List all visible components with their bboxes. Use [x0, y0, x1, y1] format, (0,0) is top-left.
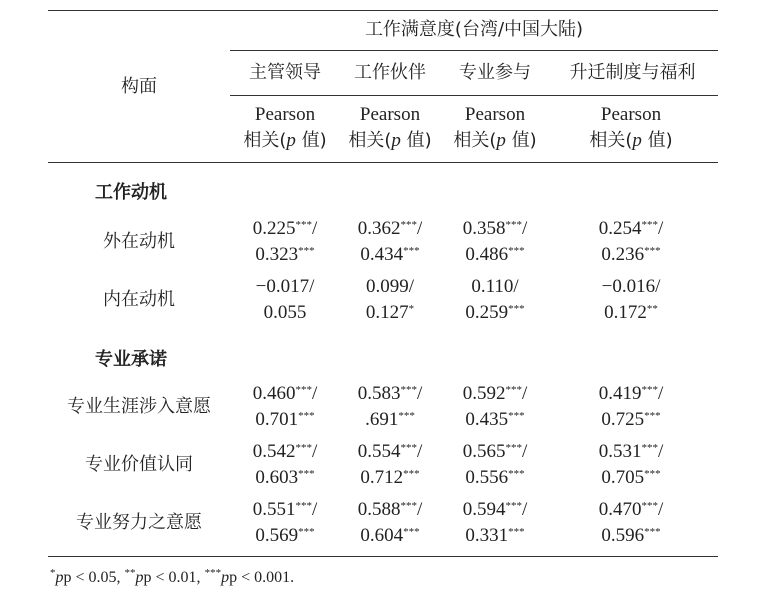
value-cell — [234, 381, 336, 433]
value-line-mainland — [444, 242, 546, 268]
value-line-taiwan: 0.254***/ — [598, 218, 664, 239]
stat-line1: Pearson — [600, 104, 662, 125]
value-cell — [234, 497, 336, 549]
header-bottom-rule — [48, 162, 718, 163]
significance-taiwan: *** — [505, 219, 522, 231]
stat-p: p — [391, 130, 401, 151]
value-cell — [339, 497, 441, 549]
significance-mainland: *** — [644, 526, 661, 538]
significance-taiwan: *** — [400, 500, 417, 512]
value-cell — [444, 381, 546, 433]
footnote-text-2: p < 0.01, — [143, 569, 205, 586]
value-line-taiwan: 0.362***/ — [357, 218, 423, 239]
column-header-promotion: 升迁制度与福利 — [569, 62, 696, 83]
value-taiwan: 0.588 — [357, 499, 401, 520]
value-line-mainland — [339, 523, 441, 549]
value-cell — [339, 381, 441, 433]
significance-mainland: *** — [644, 468, 661, 480]
significance-mainland: *** — [644, 245, 661, 257]
value-line-taiwan: 0.470***/ — [598, 499, 664, 520]
value-line-taiwan: 0.099/ — [365, 276, 415, 297]
significance-taiwan: *** — [641, 500, 658, 512]
value-cell — [580, 274, 682, 326]
stat-p: p — [286, 130, 296, 151]
stat-p: p — [632, 130, 642, 151]
group-underline — [230, 50, 718, 51]
value-mainland: 0.603 — [255, 467, 299, 488]
column-header-underline — [230, 95, 718, 96]
stat-p: p — [496, 130, 506, 151]
significance-mainland: *** — [403, 245, 420, 257]
value-cell — [444, 216, 546, 268]
value-mainland: .691 — [365, 409, 399, 430]
value-taiwan: 0.358 — [462, 218, 506, 239]
stat-line1: Pearson — [254, 104, 316, 125]
row-label: 专业价值认同 — [85, 454, 193, 475]
significance-mainland: *** — [298, 245, 315, 257]
value-line-taiwan: 0.551***/ — [252, 499, 318, 520]
significance-mainland: *** — [508, 526, 525, 538]
stat-header-3 — [444, 102, 546, 154]
footnote: *pp < 0.05, **pp < 0.01, ***pp < 0.001. — [50, 567, 295, 586]
value-cell — [444, 439, 546, 491]
significance-taiwan: *** — [295, 219, 312, 231]
value-taiwan: 0.583 — [357, 383, 401, 404]
value-mainland: 0.435 — [465, 409, 509, 430]
bottom-rule — [48, 556, 718, 557]
value-line-taiwan: 0.531***/ — [598, 441, 664, 462]
value-line-mainland — [444, 300, 546, 326]
value-taiwan: −0.016 — [601, 276, 656, 297]
value-line-taiwan: 0.110/ — [471, 276, 519, 297]
significance-taiwan: *** — [400, 384, 417, 396]
value-cell — [339, 439, 441, 491]
significance-mainland: *** — [398, 410, 415, 422]
value-mainland: 0.596 — [601, 525, 645, 546]
value-line-mainland — [580, 242, 682, 268]
stat-header-1 — [234, 102, 336, 154]
column-header-supervisor: 主管领导 — [249, 62, 321, 83]
value-taiwan: 0.542 — [252, 441, 296, 462]
value-mainland: 0.604 — [360, 525, 404, 546]
value-line-mainland — [580, 300, 682, 326]
value-taiwan: 0.225 — [252, 218, 296, 239]
value-line-mainland — [444, 407, 546, 433]
value-mainland: 0.556 — [465, 467, 509, 488]
value-taiwan: 0.460 — [252, 383, 296, 404]
value-mainland: 0.172 — [604, 302, 647, 323]
value-taiwan: 0.592 — [462, 383, 506, 404]
value-cell — [234, 439, 336, 491]
significance-taiwan: *** — [295, 384, 312, 396]
significance-taiwan: *** — [295, 442, 312, 454]
stat-pre: 相关( — [243, 130, 287, 151]
significance-mainland: *** — [508, 468, 525, 480]
value-line-mainland — [580, 465, 682, 491]
value-line-taiwan: 0.542***/ — [252, 441, 318, 462]
value-taiwan: −0.017 — [255, 276, 310, 297]
value-taiwan: 0.554 — [357, 441, 401, 462]
value-line-taiwan: 0.565***/ — [462, 441, 528, 462]
value-taiwan: 0.362 — [357, 218, 401, 239]
row-label: 专业努力之意愿 — [76, 512, 202, 533]
value-taiwan: 0.551 — [252, 499, 296, 520]
value-mainland: 0.236 — [601, 244, 645, 265]
stat-line1: Pearson — [359, 104, 421, 125]
value-mainland: 0.701 — [255, 409, 299, 430]
stat-post: 值) — [641, 130, 673, 151]
significance-mainland: ** — [646, 303, 658, 315]
stat-post: 值) — [400, 130, 432, 151]
significance-taiwan: *** — [505, 442, 522, 454]
value-cell — [580, 439, 682, 491]
value-line-taiwan: 0.583***/ — [357, 383, 423, 404]
stat-line2 — [580, 128, 682, 154]
section-title-work-motivation: 工作动机 — [95, 182, 167, 203]
significance-taiwan: *** — [400, 219, 417, 231]
value-line-taiwan: 0.225***/ — [252, 218, 318, 239]
value-cell — [339, 274, 441, 326]
value-line-mainland — [234, 407, 336, 433]
value-mainland: 0.127 — [365, 302, 409, 323]
value-line-mainland — [339, 465, 441, 491]
significance-taiwan: *** — [505, 500, 522, 512]
value-taiwan: 0.565 — [462, 441, 506, 462]
row-label: 内在动机 — [103, 289, 175, 310]
value-line-mainland — [444, 523, 546, 549]
row-header: 构面 — [121, 76, 157, 97]
value-taiwan: 0.419 — [598, 383, 642, 404]
value-line-mainland — [580, 407, 682, 433]
value-line-mainland — [339, 407, 441, 433]
value-mainland: 0.323 — [255, 244, 299, 265]
group-title: 工作满意度(台湾/中国大陆) — [364, 19, 584, 40]
significance-mainland: *** — [508, 303, 525, 315]
significance-mainland: * — [408, 303, 415, 315]
value-line-mainland — [234, 300, 336, 326]
value-mainland: 0.434 — [360, 244, 404, 265]
significance-mainland: *** — [403, 526, 420, 538]
stat-pre: 相关( — [589, 130, 633, 151]
value-cell — [234, 216, 336, 268]
value-line-taiwan: −0.017/ — [255, 276, 315, 297]
value-taiwan: 0.470 — [598, 499, 642, 520]
value-mainland: 0.569 — [255, 525, 299, 546]
value-cell — [444, 497, 546, 549]
significance-mainland: *** — [508, 410, 525, 422]
value-cell — [580, 381, 682, 433]
value-line-mainland — [234, 465, 336, 491]
value-line-mainland — [339, 300, 441, 326]
footnote-star-2: ** — [124, 567, 136, 579]
stat-post: 值) — [295, 130, 327, 151]
value-line-taiwan: 0.554***/ — [357, 441, 423, 462]
value-taiwan: 0.254 — [598, 218, 642, 239]
value-mainland: 0.055 — [263, 302, 307, 323]
row-label: 外在动机 — [103, 231, 175, 252]
value-line-taiwan: 0.358***/ — [462, 218, 528, 239]
column-header-participation: 专业参与 — [459, 62, 531, 83]
value-cell — [580, 216, 682, 268]
value-mainland: 0.331 — [465, 525, 509, 546]
significance-taiwan: *** — [295, 500, 312, 512]
row-label: 专业生涯涉入意愿 — [67, 396, 211, 417]
section-title-professional-commitment: 专业承诺 — [95, 349, 167, 370]
significance-mainland: *** — [403, 468, 420, 480]
stat-pre: 相关( — [453, 130, 497, 151]
footnote-text-1: p < 0.05, — [63, 569, 125, 586]
stat-post: 值) — [505, 130, 537, 151]
significance-taiwan: *** — [641, 442, 658, 454]
stat-header-4 — [580, 102, 682, 154]
value-line-mainland — [580, 523, 682, 549]
value-taiwan: 0.099 — [365, 276, 409, 297]
significance-taiwan: *** — [505, 384, 522, 396]
value-taiwan: 0.531 — [598, 441, 642, 462]
value-mainland: 0.712 — [360, 467, 404, 488]
significance-mainland: *** — [298, 526, 315, 538]
significance-mainland: *** — [644, 410, 661, 422]
value-line-taiwan: 0.594***/ — [462, 499, 528, 520]
value-mainland: 0.725 — [601, 409, 645, 430]
significance-mainland: *** — [508, 245, 525, 257]
significance-taiwan: *** — [641, 219, 658, 231]
significance-taiwan: *** — [400, 442, 417, 454]
value-cell — [234, 274, 336, 326]
value-line-taiwan: 0.460***/ — [252, 383, 318, 404]
stat-pre: 相关( — [348, 130, 392, 151]
value-mainland: 0.259 — [465, 302, 509, 323]
stat-line1: Pearson — [464, 104, 526, 125]
value-cell — [339, 216, 441, 268]
stat-line2 — [339, 128, 441, 154]
value-line-taiwan: 0.588***/ — [357, 499, 423, 520]
stat-line2 — [444, 128, 546, 154]
footnote-text-3: p < 0.001. — [229, 569, 295, 586]
stat-line2 — [234, 128, 336, 154]
value-taiwan: 0.594 — [462, 499, 506, 520]
footnote-star-3: *** — [204, 567, 222, 579]
significance-mainland: *** — [298, 468, 315, 480]
significance-taiwan: *** — [641, 384, 658, 396]
value-line-mainland — [339, 242, 441, 268]
top-rule — [48, 10, 718, 11]
value-line-mainland — [444, 465, 546, 491]
footnote-star-1: * — [50, 567, 56, 579]
significance-mainland: *** — [298, 410, 315, 422]
column-header-coworkers: 工作伙伴 — [354, 62, 426, 83]
value-taiwan: 0.110 — [471, 276, 514, 297]
value-line-mainland — [234, 523, 336, 549]
value-line-taiwan: −0.016/ — [601, 276, 661, 297]
value-cell — [444, 274, 546, 326]
value-line-taiwan: 0.592***/ — [462, 383, 528, 404]
value-mainland: 0.486 — [465, 244, 509, 265]
value-line-mainland — [234, 242, 336, 268]
value-mainland: 0.705 — [601, 467, 645, 488]
stat-header-2 — [339, 102, 441, 154]
value-cell — [580, 497, 682, 549]
value-line-taiwan: 0.419***/ — [598, 383, 664, 404]
